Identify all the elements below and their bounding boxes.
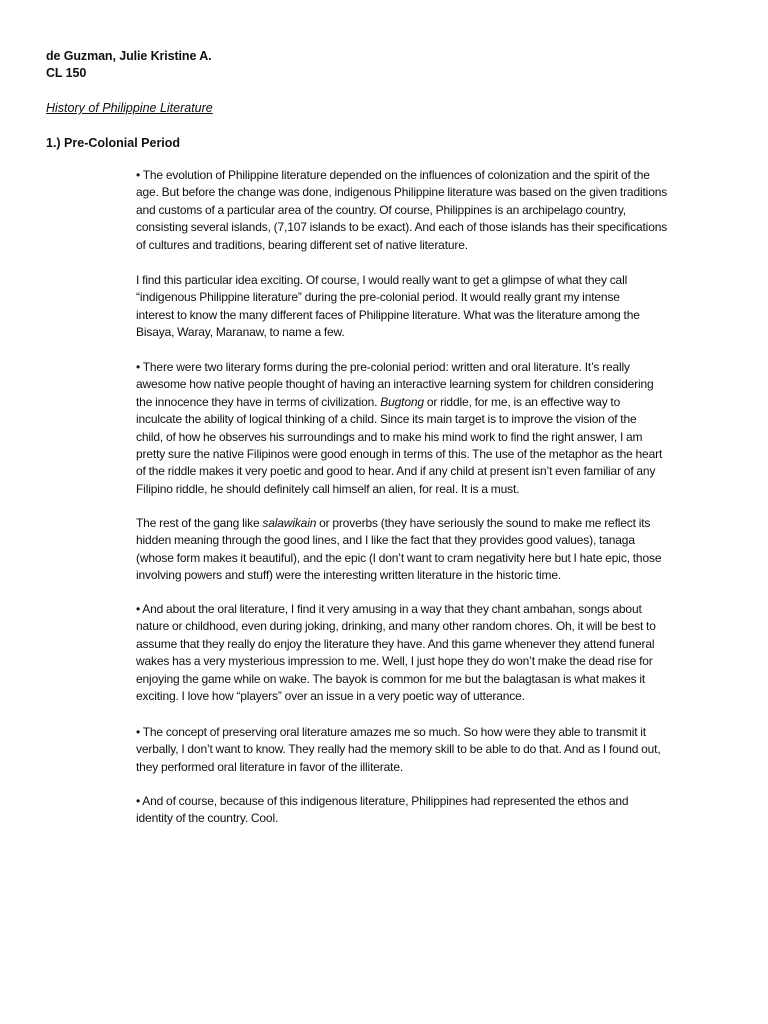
text-line: identity of the country. Cool. bbox=[136, 811, 279, 826]
text-segment: or riddle, for me, is an effective way to bbox=[426, 394, 621, 409]
text-line: of the riddle makes it very poetic and good to hear. And if any child at present isn’t even familiar of any bbox=[136, 464, 656, 479]
text-line: Bisaya, Waray, Maranaw, to name a few. bbox=[136, 325, 345, 340]
text-line: consisting several islands, (7,107 islands to be exact). And each of those islands has their specifications bbox=[136, 220, 668, 235]
text-line: pretty sure the native Filipinos were good enough in terms of this. The use of the metaphor as the heart bbox=[136, 447, 663, 462]
text-line: hidden meaning through the good lines, and I like the fact that they provides good values), tanaga bbox=[136, 533, 635, 548]
text-line: • The evolution of Philippine literature depended on the influences of colonization and the spirit of the bbox=[136, 168, 650, 182]
text-segment: or proverbs (they have seriously the sound to make me reflect its bbox=[319, 516, 651, 530]
section-heading: 1.) Pre-Colonial Period bbox=[46, 136, 181, 150]
paragraph-conclusion bbox=[136, 793, 726, 828]
text-line: assume that they really do enjoy the literature they have. And this game whenever they attend funeral bbox=[136, 636, 655, 651]
text-line: • And of course, because of this indigenous literature, Philippines had represented the ethos and bbox=[136, 794, 629, 808]
text-line: they performed oral literature in favor of the illiterate. bbox=[136, 759, 404, 774]
text-segment: the innocence they have in terms of civilization. bbox=[136, 394, 378, 409]
text-line: and customs of a particular area of the country. Of course, Philippines is an archipelago country, bbox=[136, 202, 626, 217]
text-line: • There were two literary forms during the pre-colonial period: written and oral literature. It’s really bbox=[136, 360, 630, 374]
text-line: I find this particular idea exciting. Of course, I would really want to get a glimpse of what they call bbox=[136, 273, 628, 287]
document-title: History of Philippine Literature bbox=[46, 101, 213, 115]
text-line: • The concept of preserving oral literature amazes me so much. So how were they able to transmit it bbox=[136, 725, 646, 739]
italic-term: Bugtong bbox=[380, 394, 424, 409]
text-line: verbally, I don’t want to know. They really had the memory skill to be able to do that. And as I found out, bbox=[136, 742, 661, 757]
text-line: age. But before the change was done, indigenous Philippine literature was based on the given traditions bbox=[136, 185, 668, 200]
text-line: • And about the oral literature, I find it very amusing in a way that they chant ambahan, songs about bbox=[136, 602, 642, 616]
text-line: involving powers and stuff) were the interesting written literature in the historic time. bbox=[136, 568, 562, 583]
text-line: inculcate the ability of logical thinking of a child. Since its main target is to improve the vision of the bbox=[136, 412, 637, 427]
text-segment: The rest of the gang like bbox=[136, 516, 260, 530]
italic-term: salawikain bbox=[262, 516, 317, 530]
paragraph-literary-forms bbox=[136, 359, 726, 498]
text-line: wakes has a very mysterious impression to me. Well, I just hope they do won’t make the dead rise for bbox=[136, 654, 653, 669]
text-line: of cultures and traditions, bearing different set of native literature. bbox=[136, 237, 468, 252]
text-line: child, of how he observes his surroundings and to make his mind work to find the right answer, I am bbox=[136, 429, 643, 444]
paragraph-oral-literature bbox=[136, 601, 726, 705]
text-line: (whose form makes it beautiful), and the epic (I don’t want to cram negativity here but I hate epic, those bbox=[136, 550, 662, 565]
course-code: CL 150 bbox=[46, 66, 87, 80]
text-line: nature or childhood, even during joking, drinking, and many other random chores. Oh, it will be best to bbox=[136, 619, 656, 634]
author-name: de Guzman, Julie Kristine A. bbox=[46, 49, 212, 63]
paragraph-evolution bbox=[136, 167, 726, 254]
text-line: awesome how native people thought of having an interactive learning system for children considering bbox=[136, 377, 654, 392]
text-line: “indigenous Philippine literature” during the pre-colonial period. It would really grant my intense bbox=[136, 290, 620, 305]
paragraph-reflection bbox=[136, 272, 726, 342]
text-line: interest to know the many different faces of Philippine literature. What was the literature among the bbox=[136, 307, 640, 322]
text-line: exciting. I love how “players” over an issue in a very poetic way of utterance. bbox=[136, 689, 525, 704]
text-line: Filipino riddle, he should definitely call himself an alien, for real. It is a must. bbox=[136, 481, 520, 496]
text-line: enjoying the game while on wake. The bayok is common for me but the balagtasan is what makes it bbox=[136, 671, 646, 686]
paragraph-preserving bbox=[136, 724, 726, 776]
text-line-with-italic bbox=[136, 394, 726, 411]
text-line-with-italic bbox=[136, 515, 726, 532]
paragraph-written-forms bbox=[136, 515, 726, 585]
